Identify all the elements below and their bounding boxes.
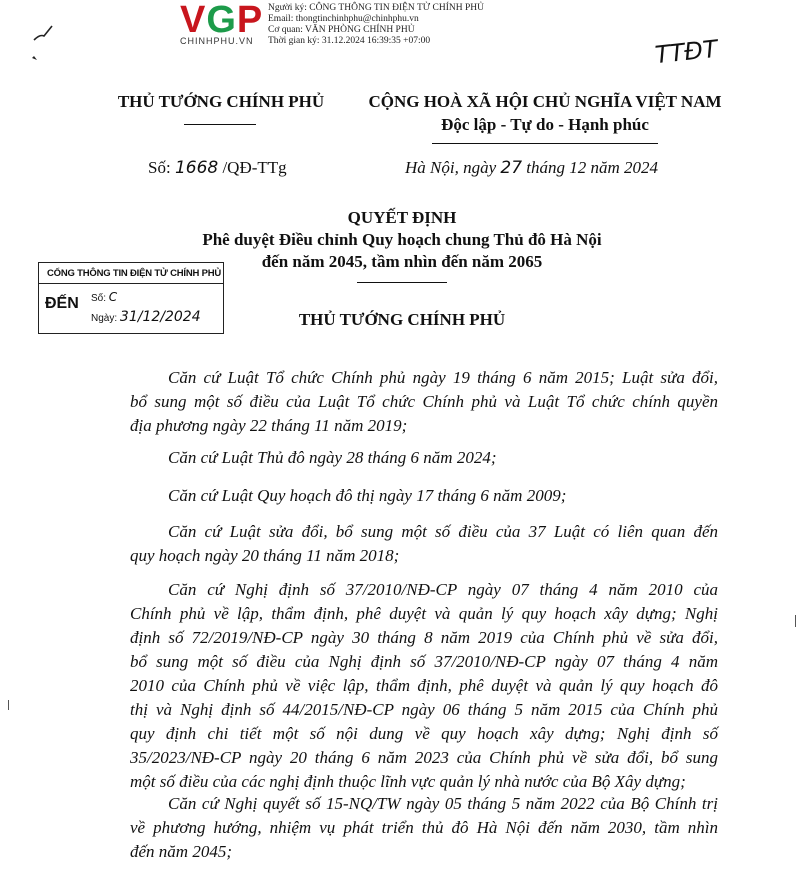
document-date (405, 158, 658, 178)
paragraph-line: Căn cứ Nghị quyết số 15-NQ/TW ngày 05 tháng 5 năm 2022 của Bộ Chính trị (168, 794, 718, 813)
motto-underline (432, 143, 658, 144)
signature-signer: Người ký: CÔNG THÔNG TIN ĐIỆN TỬ CHÍNH PHỦ (268, 3, 484, 13)
paragraph-line: quy định chi tiết một số nội dung về quy hoạch xây dựng; Nghị định số (130, 724, 718, 743)
motto: Độc lập - Tự do - Hạnh phúc (441, 115, 649, 134)
logo-letter-p: P (236, 0, 264, 41)
date-suffix: tháng 12 năm 2024 (522, 158, 659, 177)
pen-mark-icon (30, 22, 70, 72)
logo-subtitle: CHINHPHU.VN (180, 36, 254, 46)
paragraph-line: thị và Nghị định số 44/2015/NĐ-CP ngày 06 tháng 5 năm 2015 của Chính phủ (130, 700, 718, 719)
stamp-divider (39, 283, 223, 284)
paragraph-line: định số 72/2019/NĐ-CP ngày 30 tháng 8 năm 2019 của Chính phủ về sửa đổi, (130, 628, 718, 647)
signature-email: Email: thongtinchinhphu@chinhphu.vn (268, 14, 419, 24)
paragraph-line: Chính phủ về lập, thẩm định, phê duyệt và quản lý quy hoạch xây dựng; Nghị (130, 604, 718, 623)
paragraph-line: Căn cứ Luật Tổ chức Chính phủ ngày 19 tháng 6 năm 2015; Luật sửa đổi, (168, 368, 718, 387)
number-prefix: Số: (148, 158, 175, 177)
paragraph-4 (130, 520, 718, 568)
signature-time: Thời gian ký: 31.12.2024 16:39:35 +07:00 (268, 36, 431, 46)
issuer-underline (184, 124, 256, 125)
decision-subtitle-1: Phê duyệt Điều chỉnh Quy hoạch chung Thủ đô Hà Nội (202, 230, 602, 249)
paragraph-line: Căn cứ Luật Thủ đô ngày 28 tháng 6 năm 2024; (168, 448, 497, 467)
stamp-ngay-label: Ngày: (91, 313, 118, 324)
stamp-ngay-value: 31/12/2024 (119, 309, 201, 325)
paragraph-line: bổ sung một số điều của Nghị định số 37/2010/NĐ-CP ngày 07 tháng 4 năm (130, 652, 718, 671)
paragraph-line: đến năm 2045; (130, 842, 232, 861)
scan-mark (795, 615, 796, 627)
digital-signature-info (268, 3, 484, 47)
date-day: 27 (500, 158, 523, 178)
paragraph-line: một số điều của các nghị định thuộc lĩnh vực quản lý nhà nước của Bộ Xây dựng; (130, 772, 686, 791)
stamp-den: ĐẾN (45, 295, 79, 312)
stamp-so-label: Số: (91, 293, 107, 304)
paragraph-line: Căn cứ Nghị định số 37/2010/NĐ-CP ngày 07 tháng 4 năm 2010 của (168, 580, 718, 599)
authority-heading: THỦ TƯỚNG CHÍNH PHỦ (298, 310, 506, 329)
paragraph-1 (130, 366, 718, 438)
title-underline (357, 282, 447, 283)
issuer-heading: THỦ TƯỚNG CHÍNH PHỦ (117, 92, 325, 111)
stamp-so-value: C (108, 290, 118, 304)
decision-title: QUYẾT ĐỊNH (347, 208, 457, 227)
decision-subtitle-2: đến năm 2045, tầm nhìn đến năm 2065 (261, 252, 543, 271)
handwritten-corner-note: TTĐT (653, 34, 719, 70)
paragraph-3 (130, 484, 718, 508)
paragraph-line: bổ sung một số điều của Luật Tổ chức Chính phủ và Luật Tổ chức chính quyền (130, 392, 718, 411)
paragraph-5 (130, 578, 718, 794)
paragraph-line: Căn cứ Luật Quy hoạch đô thị ngày 17 tháng 6 năm 2009; (168, 486, 567, 505)
logo-letter-v: V (180, 0, 207, 41)
paragraph-line: 35/2023/NĐ-CP ngày 20 tháng 6 năm 2023 của Chính phủ về sửa đổi, bổ sung (130, 748, 718, 767)
stamp-so (91, 290, 117, 304)
number-suffix: /QĐ-TTg (218, 158, 287, 177)
document-number (148, 158, 287, 178)
nation-heading: CỘNG HOÀ XÃ HỘI CHỦ NGHĨA VIỆT NAM (368, 92, 722, 111)
date-prefix: Hà Nội, ngày (405, 158, 501, 177)
number-value: 1668 (174, 158, 219, 178)
logo-letter-g: G (206, 0, 237, 41)
paragraph-line: 2010 của Chính phủ về việc lập, thẩm định, phê duyệt và quản lý quy hoạch đô (130, 676, 718, 695)
paragraph-line: về phương hướng, nhiệm vụ phát triển thủ đô Hà Nội đến năm 2030, tầm nhìn (130, 818, 718, 837)
signature-agency: Cơ quan: VĂN PHÒNG CHÍNH PHỦ (268, 25, 415, 35)
paragraph-line: địa phương ngày 22 tháng 11 năm 2019; (130, 416, 408, 435)
paragraph-line: Căn cứ Luật sửa đổi, bổ sung một số điều của 37 Luật có liên quan đến (168, 522, 718, 541)
paragraph-6 (130, 792, 718, 864)
paragraph-line: quy hoạch ngày 20 tháng 11 năm 2018; (130, 546, 400, 565)
vgp-logo (180, 0, 263, 40)
stamp-org: CỔNG THÔNG TIN ĐIỆN TỬ CHÍNH PHỦ (47, 268, 222, 279)
scan-mark (8, 700, 9, 710)
paragraph-2 (130, 446, 718, 470)
